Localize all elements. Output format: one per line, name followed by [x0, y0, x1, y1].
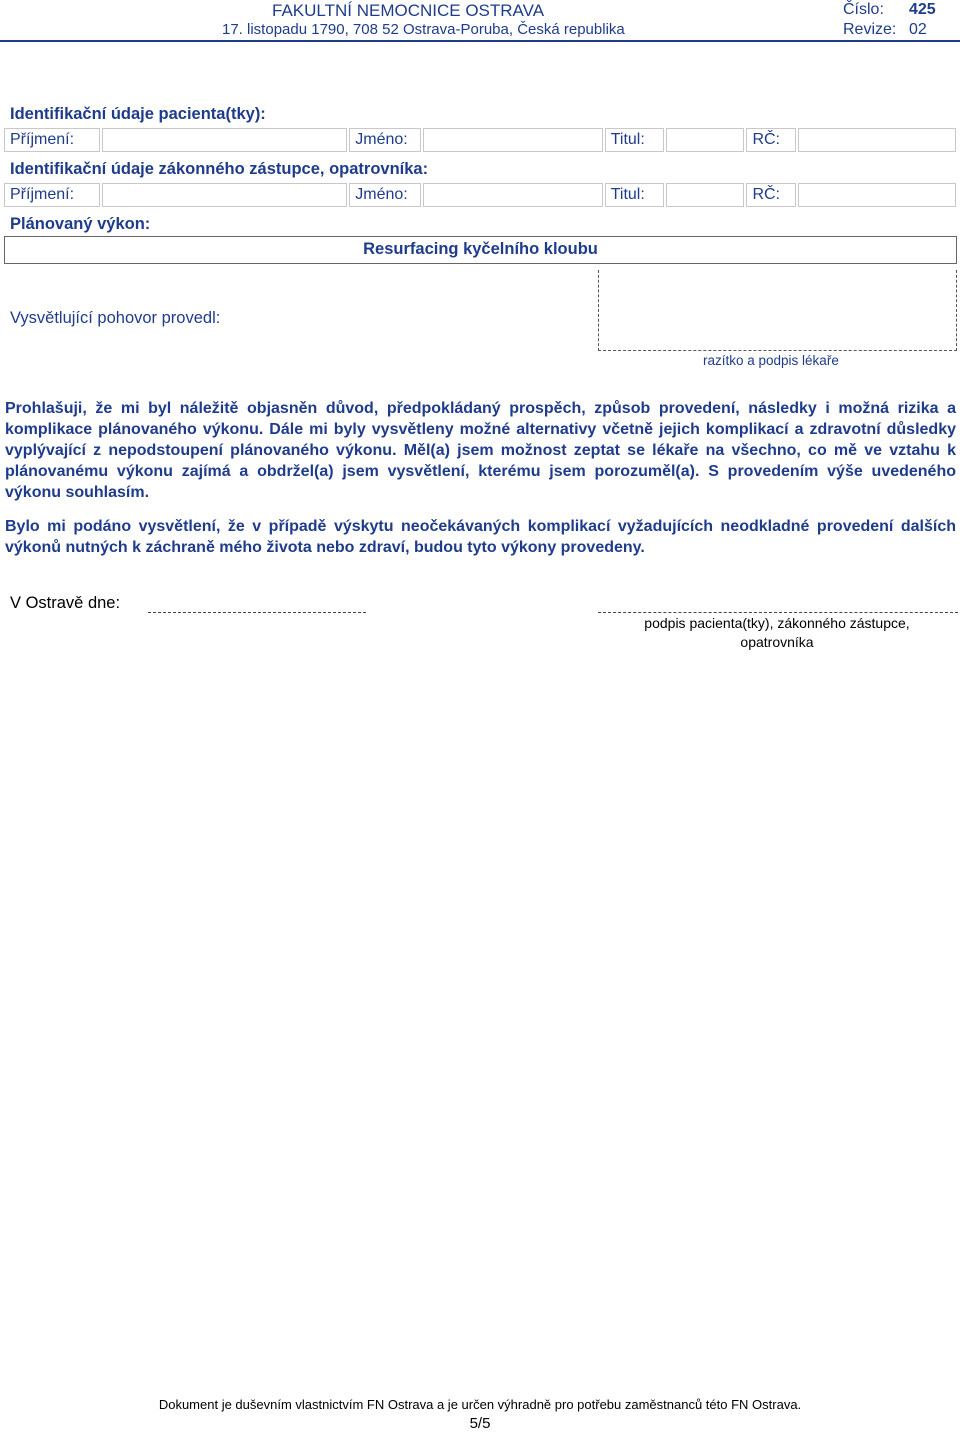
- procedure-section-title: Plánovaný výkon:: [10, 215, 151, 233]
- patient-fields-row: [4, 128, 958, 154]
- patient-surname-label: Příjmení:: [4, 128, 100, 152]
- organization-address: 17. listopadu 1790, 708 52 Ostrava-Poruba, Česká republika: [222, 21, 625, 38]
- guardian-name-label: Jméno:: [349, 183, 421, 207]
- revision-label: Revize:: [843, 21, 897, 38]
- signature-caption-line-1: podpis pacienta(tky), zákonného zástupce,: [644, 615, 910, 631]
- guardian-degree-label: Titul:: [605, 183, 664, 207]
- declaration-paragraph-1: Prohlašuji, že mi byl náležitě objasněn důvod, předpokládaný prospěch, způsob provedení, následky i možná rizika a komplikace plánovaného výkonu. Dále mi byly vysvětleny možné alternativy včetně jejich komplikací a zdravotní důsledky vyplývající z nepodstoupení plánovaného výkonu. Měl(a) jsem možnost zeptat se lékaře na všechno, co mě ve vztahu k plánovanému výkonu zajímá a obdržel(a) jsem vysvětlení, kterému jsem porozuměl(a). S provedením výše uvedeného výkonu souhlasím.: [5, 400, 956, 501]
- header-divider: [0, 40, 960, 42]
- guardian-fields-row: [4, 183, 958, 209]
- guardian-id-label: RČ:: [746, 183, 796, 207]
- date-field[interactable]: [148, 612, 366, 613]
- guardian-id-field[interactable]: [798, 183, 956, 207]
- organization-name: FAKULTNÍ NEMOCNICE OSTRAVA: [272, 1, 545, 20]
- procedure-name: Resurfacing kyčelního kloubu: [4, 236, 957, 264]
- footer-notice: Dokument je duševním vlastnictvím FN Ostrava a je určen výhradně pro potřebu zaměstnanců této FN Ostrava.: [158, 1397, 802, 1412]
- revision-value: 02: [909, 21, 927, 38]
- patient-name-label: Jméno:: [349, 128, 421, 152]
- patient-name-field[interactable]: [423, 128, 603, 152]
- patient-signature-caption: [612, 614, 942, 652]
- page-number: 5/5: [469, 1415, 491, 1432]
- guardian-section-title: Identifikační údaje zákonného zástupce, opatrovníka:: [10, 160, 429, 178]
- patient-degree-field[interactable]: [666, 128, 745, 152]
- guardian-surname-field[interactable]: [102, 183, 347, 207]
- number-label: Číslo:: [843, 1, 884, 18]
- guardian-degree-field[interactable]: [666, 183, 745, 207]
- doctor-stamp-caption: razítko a podpis lékaře: [703, 353, 839, 368]
- guardian-surname-label: Příjmení:: [4, 183, 100, 207]
- patient-section-title: Identifikační údaje pacienta(tky):: [10, 105, 266, 123]
- patient-id-field[interactable]: [798, 128, 956, 152]
- guardian-name-field[interactable]: [423, 183, 603, 207]
- number-value: 425: [909, 1, 936, 18]
- patient-surname-field[interactable]: [102, 128, 347, 152]
- declaration-paragraph-2: Bylo mi podáno vysvětlení, že v případě výskytu neočekávaných komplikací vyžadujících neodkladné provedení dalších výkonů nutných k záchraně mého života nebo zdraví, budou tyto výkony provedeny.: [5, 518, 956, 556]
- explanation-label: Vysvětlující pohovor provedl:: [10, 309, 221, 327]
- doctor-stamp-area[interactable]: [598, 270, 957, 351]
- date-label: V Ostravě dne:: [10, 594, 121, 612]
- patient-id-label: RČ:: [746, 128, 796, 152]
- signature-caption-line-2: opatrovníka: [740, 634, 814, 650]
- patient-degree-label: Titul:: [605, 128, 664, 152]
- patient-signature-field[interactable]: [598, 612, 958, 613]
